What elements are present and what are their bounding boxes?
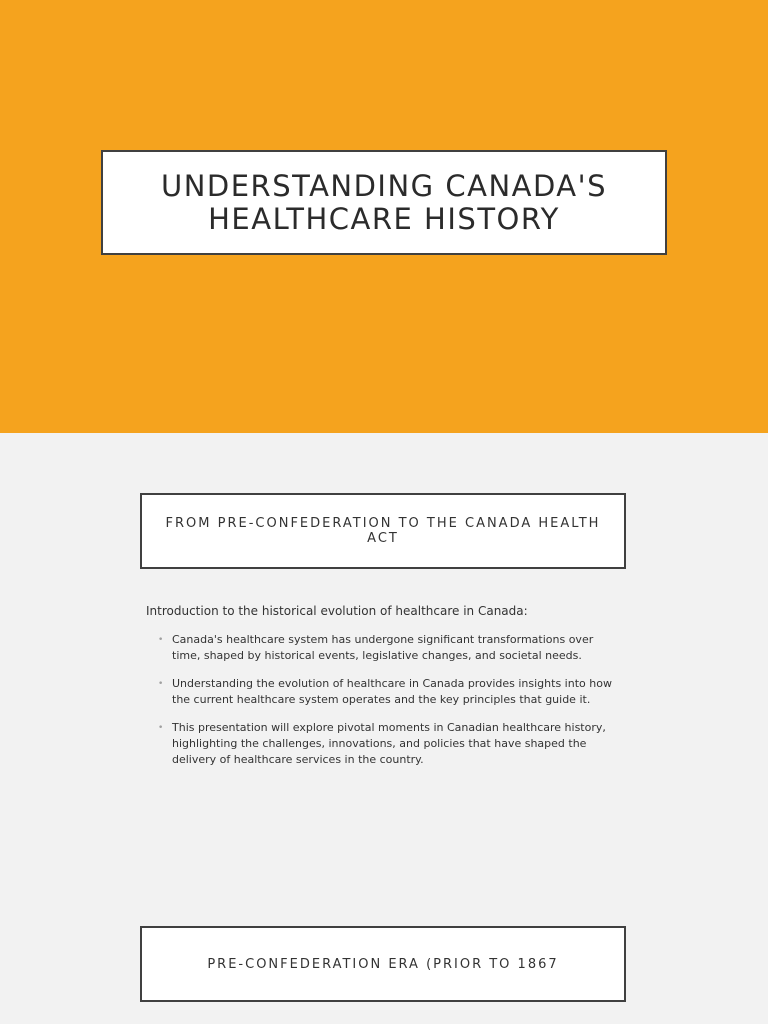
- next-section-heading: PRE-CONFEDERATION ERA (PRIOR TO 1867: [207, 956, 559, 972]
- bullet-dot-icon: •: [158, 679, 164, 689]
- section-heading-box: [140, 493, 626, 569]
- bullet-dot-icon: •: [158, 635, 164, 645]
- bullet-text: This presentation will explore pivotal moments in Canadian healthcare history, highlighting the challenges, innovations, and policies that have shaped the delivery of healthcare services in the country.: [172, 721, 606, 766]
- title-slide: [0, 0, 768, 433]
- intro-text: Introduction to the historical evolution of healthcare in Canada:: [146, 604, 528, 618]
- bullet-item: [156, 676, 616, 708]
- presentation-title: UNDERSTANDING CANADA'S HEALTHCARE HISTORY: [160, 168, 608, 236]
- next-section-heading-box: [140, 926, 626, 1002]
- bullet-item: [156, 632, 616, 664]
- title-box: [101, 150, 667, 255]
- section-heading: FROM PRE-CONFEDERATION TO THE CANADA HEALTH ACT: [165, 516, 601, 546]
- bullet-item: [156, 720, 616, 768]
- bullet-text: Canada's healthcare system has undergone significant transformations over time, shaped by historical events, legislative changes, and societal needs.: [172, 633, 594, 662]
- bullet-text: Understanding the evolution of healthcare in Canada provides insights into how the current healthcare system operates and the key principles that guide it.: [172, 677, 612, 706]
- bullet-dot-icon: •: [158, 723, 164, 733]
- bullet-list: [156, 632, 616, 780]
